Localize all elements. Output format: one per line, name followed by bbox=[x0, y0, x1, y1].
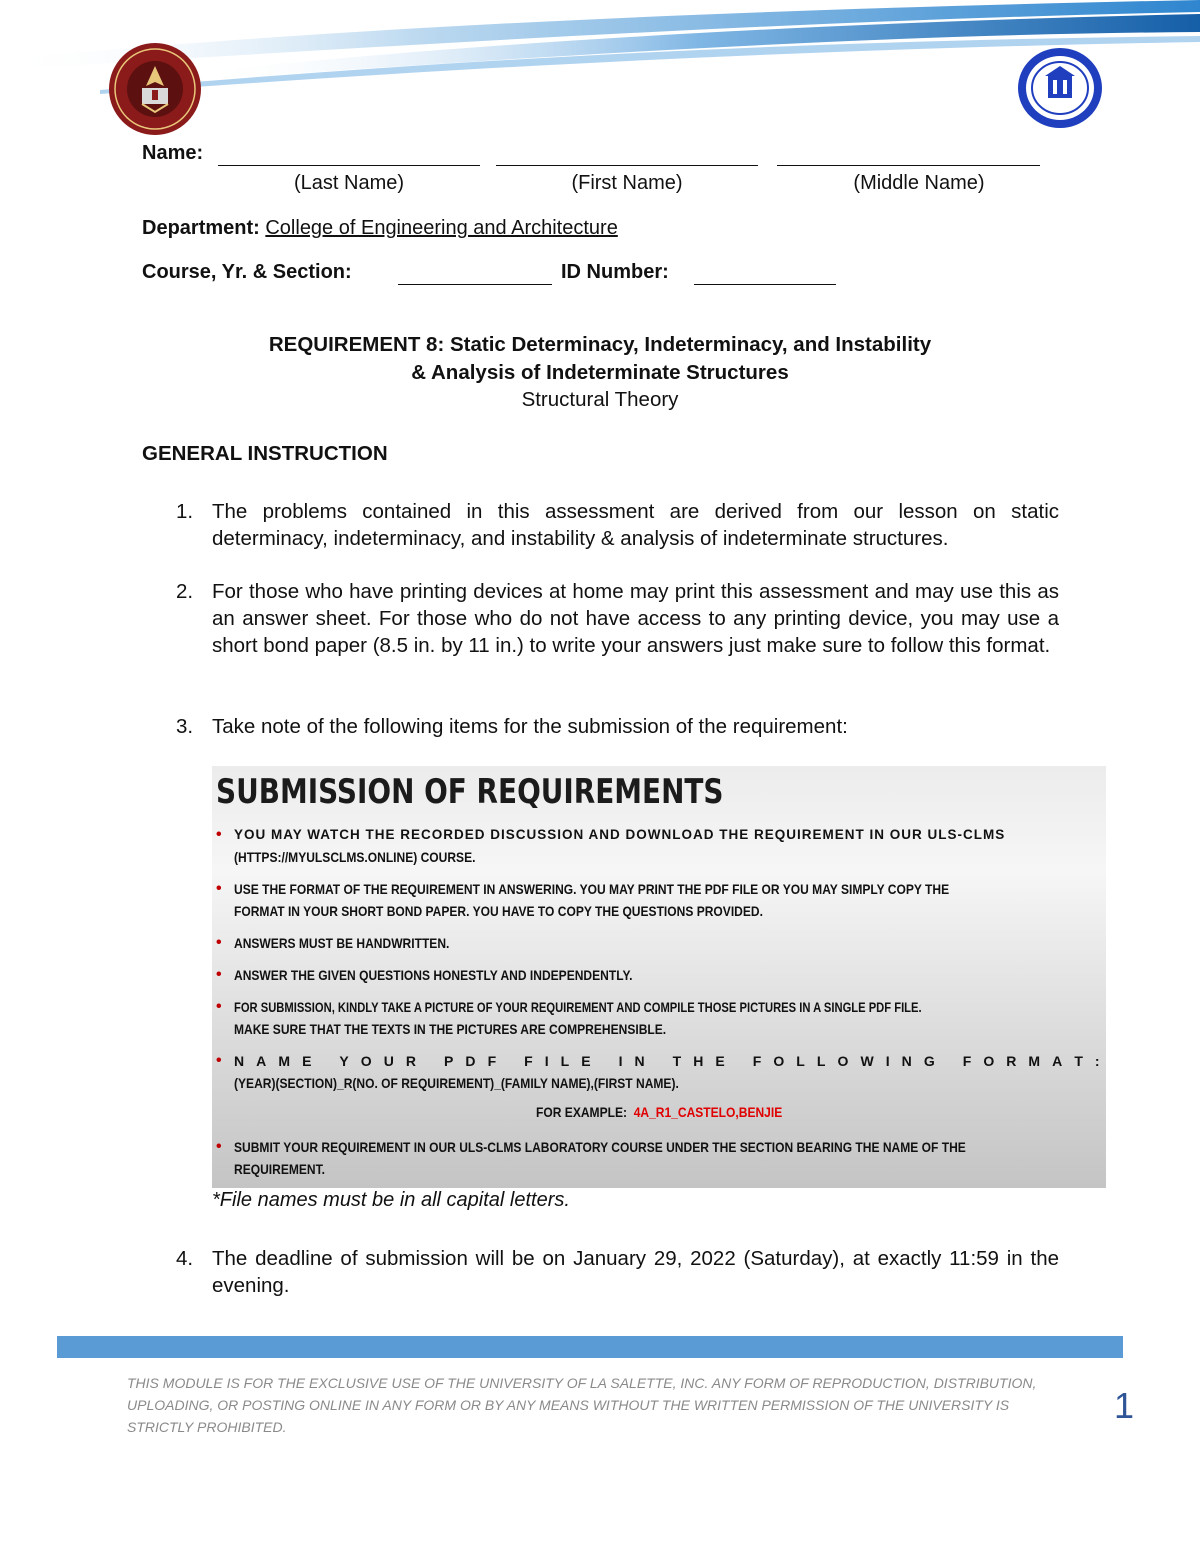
bullet-dot-icon: • bbox=[216, 826, 222, 843]
bullet-text-line1: YOU MAY WATCH THE RECORDED DISCUSSION AND DOWNLOAD THE REQUIREMENT IN OUR ULS-CLMS bbox=[234, 827, 1006, 842]
spread-character: E bbox=[581, 1053, 591, 1069]
spread-character: L bbox=[816, 1053, 826, 1069]
spread-character: I bbox=[544, 1053, 549, 1069]
bullet-dot-icon: • bbox=[216, 1052, 222, 1069]
bullet-text-line1 bbox=[234, 1050, 1100, 1072]
bullet-text-line1: FOR SUBMISSION, KINDLY TAKE A PICTURE OF YOUR REQUIREMENT AND COMPILE THOSE PICTURES IN A SINGLE PDF FILE. bbox=[234, 999, 922, 1015]
footer-accent-bar bbox=[57, 1336, 1123, 1358]
middle-name-caption: (Middle Name) bbox=[853, 172, 985, 194]
middle-name-line[interactable] bbox=[777, 145, 1040, 166]
spread-character: G bbox=[923, 1053, 935, 1069]
id-label: ID Number: bbox=[561, 261, 669, 283]
department-value: College of Engineering and Architecture bbox=[265, 217, 618, 239]
spread-character: T bbox=[1074, 1053, 1083, 1069]
spread-character: O bbox=[773, 1053, 785, 1069]
spread-character bbox=[508, 1050, 512, 1072]
spread-character: M bbox=[278, 1053, 291, 1069]
subject-name: Structural Theory bbox=[521, 388, 679, 411]
spread-character: R bbox=[1006, 1053, 1017, 1069]
department-label: Department: bbox=[142, 217, 260, 239]
general-instruction-heading: GENERAL INSTRUCTION bbox=[142, 442, 388, 465]
bullet-text-line2: FORMAT IN YOUR SHORT BOND PAPER. YOU HAVE TO COPY THE QUESTIONS PROVIDED. bbox=[234, 903, 763, 919]
spread-character: : bbox=[1094, 1053, 1100, 1069]
spread-character: N bbox=[901, 1053, 912, 1069]
course-line[interactable] bbox=[398, 264, 552, 285]
spread-character: L bbox=[560, 1053, 570, 1069]
submission-title: SUBMISSION OF REQUIREMENTS bbox=[216, 772, 724, 812]
last-name-line[interactable] bbox=[218, 145, 480, 166]
bullet-text-line2: MAKE SURE THAT THE TEXTS IN THE PICTURES ARE COMPREHENSIBLE. bbox=[234, 1021, 667, 1037]
spread-character: D bbox=[465, 1053, 476, 1069]
spread-character: H bbox=[693, 1053, 704, 1069]
bullet-text-line2: REQUIREMENT. bbox=[234, 1161, 325, 1177]
spread-character: T bbox=[672, 1053, 682, 1069]
department-row bbox=[142, 217, 618, 240]
spread-character: W bbox=[860, 1053, 874, 1069]
spread-character bbox=[323, 1050, 327, 1072]
page-number: 1 bbox=[1114, 1385, 1135, 1426]
spread-character: O bbox=[983, 1053, 995, 1069]
instruction-number: 4. bbox=[176, 1247, 194, 1270]
spread-character: N bbox=[234, 1053, 245, 1069]
file-name-note: *File names must be in all capital letters. bbox=[212, 1189, 570, 1211]
course-row bbox=[142, 261, 352, 284]
instruction-item-2 bbox=[176, 578, 1066, 693]
spread-character: N bbox=[634, 1053, 645, 1069]
id-number-line[interactable] bbox=[694, 264, 836, 285]
college-logo-icon bbox=[108, 42, 202, 136]
file-name-example bbox=[212, 1104, 1106, 1120]
spread-character: U bbox=[383, 1053, 394, 1069]
bullet-dot-icon: • bbox=[216, 998, 222, 1015]
spread-character bbox=[947, 1050, 951, 1072]
instruction-item-3 bbox=[176, 713, 1066, 743]
spread-character bbox=[603, 1050, 607, 1072]
instruction-text: The deadline of submission will be on January 29, 2022 (Saturday), at exactly 11:59 in the evening. bbox=[212, 1247, 1059, 1297]
bullet-text-line1: ANSWER THE GIVEN QUESTIONS HONESTLY AND INDEPENDENTLY. bbox=[234, 967, 633, 983]
bullet-dot-icon: • bbox=[216, 880, 222, 897]
requirement-title-line1: REQUIREMENT 8: Static Determinacy, Indeterminacy, and Instability bbox=[268, 333, 932, 356]
spread-character: F bbox=[962, 1053, 972, 1069]
instruction-text: For those who have printing devices at home may print this assessment and may use this as an answer sheet. For those who do not have access to any printing device, you may use a short bond paper (8.5 in. by 11 in.) to write your answers just make sure to follow this format. bbox=[212, 580, 1059, 657]
spread-character: L bbox=[796, 1053, 805, 1069]
example-label: FOR EXAMPLE: bbox=[535, 1104, 627, 1120]
spread-character: R bbox=[405, 1053, 417, 1069]
spread-character: E bbox=[302, 1053, 312, 1069]
spread-character: A bbox=[1052, 1053, 1063, 1069]
university-seal-icon bbox=[1015, 46, 1105, 130]
example-value: 4A_R1_CASTELO,BENJIE bbox=[633, 1104, 783, 1120]
spread-character: F bbox=[752, 1053, 762, 1069]
spread-character: O bbox=[360, 1053, 372, 1069]
bullet-dot-icon: • bbox=[216, 1138, 222, 1155]
spread-character: I bbox=[885, 1053, 890, 1069]
bullet-text-line1: ANSWERS MUST BE HANDWRITTEN. bbox=[234, 935, 450, 951]
spread-character: F bbox=[524, 1053, 533, 1069]
instruction-item-4 bbox=[176, 1245, 1066, 1305]
spread-character: Y bbox=[339, 1053, 349, 1069]
spread-character: I bbox=[618, 1053, 623, 1069]
name-row bbox=[142, 142, 203, 165]
spread-character: A bbox=[256, 1053, 267, 1069]
last-name-caption: (Last Name) bbox=[293, 172, 405, 194]
submission-requirements-panel bbox=[212, 766, 1106, 1188]
instruction-text: The problems contained in this assessment are derived from our lesson on static determinacy, indeterminacy, and instability & analysis of indeterminate structures. bbox=[212, 500, 1059, 550]
spread-character: M bbox=[1028, 1053, 1041, 1069]
requirement-title-line2: & Analysis of Indeterminate Structures bbox=[411, 361, 789, 384]
spread-character: O bbox=[837, 1053, 849, 1069]
instruction-number: 1. bbox=[176, 500, 194, 523]
spread-character: F bbox=[487, 1053, 497, 1069]
instruction-number: 3. bbox=[176, 715, 194, 738]
spread-character bbox=[737, 1050, 741, 1072]
first-name-line[interactable] bbox=[496, 145, 758, 166]
spread-character: E bbox=[715, 1053, 725, 1069]
bullet-text-line1: SUBMIT YOUR REQUIREMENT IN OUR ULS-CLMS LABORATORY COURSE UNDER THE SECTION BEARING THE NAME OF THE bbox=[234, 1139, 966, 1155]
spread-character bbox=[657, 1050, 661, 1072]
name-label: Name: bbox=[142, 142, 204, 164]
bullet-dot-icon: • bbox=[216, 966, 222, 983]
instruction-number: 2. bbox=[176, 580, 194, 603]
instruction-text: Take note of the following items for the submission of the requirement: bbox=[212, 715, 848, 738]
spread-character bbox=[428, 1050, 432, 1072]
instruction-item-1 bbox=[176, 498, 1066, 558]
bullet-text-line2: (YEAR)(SECTION)_R(NO. OF REQUIREMENT)_(FAMILY NAME),(FIRST NAME). bbox=[234, 1075, 679, 1091]
course-label: Course, Yr. & Section: bbox=[142, 261, 352, 283]
footer-disclaimer: THIS MODULE IS FOR THE EXCLUSIVE USE OF THE UNIVERSITY OF LA SALETTE, INC. ANY FORM OF REPRODUCTION, DISTRIBUTION, UPLOADING, OR POSTING ONLINE IN ANY FORM OR BY ANY MEANS WITHOUT THE WRITTEN PERMISSION OF THE UNIVERSITY IS STRICTLY PROHIBITED. bbox=[127, 1375, 1037, 1435]
spread-character: P bbox=[444, 1053, 454, 1069]
id-row bbox=[561, 261, 669, 284]
bullet-text-line2: (HTTPS://MYULSCLMS.ONLINE) COURSE. bbox=[234, 849, 476, 865]
bullet-text-line1: USE THE FORMAT OF THE REQUIREMENT IN ANSWERING. YOU MAY PRINT THE PDF FILE OR YOU MAY SIMPLY COPY THE bbox=[234, 881, 950, 897]
bullet-dot-icon: • bbox=[216, 934, 222, 951]
first-name-caption: (First Name) bbox=[571, 172, 683, 194]
